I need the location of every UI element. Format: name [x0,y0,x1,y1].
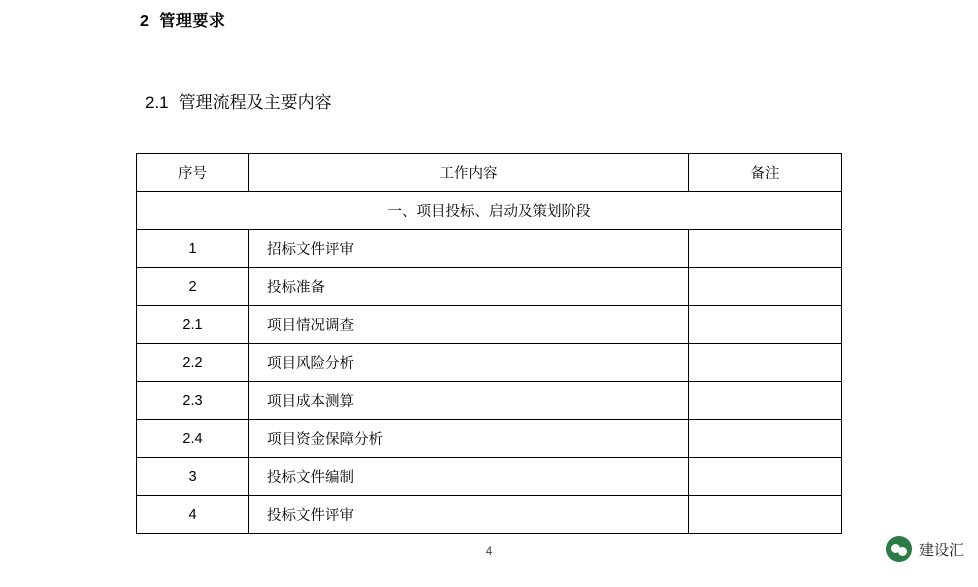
table-section-title: 一、项目投标、启动及策划阶段 [137,192,842,230]
row-no: 2.1 [137,306,249,344]
section-heading-1 [140,8,225,31]
table-row [137,382,842,420]
table-row [137,496,842,534]
table-row [137,268,842,306]
table-header-no: 序号 [137,154,249,192]
management-process-table [136,153,842,534]
row-content: 项目成本测算 [249,382,689,420]
row-content: 投标文件编制 [249,458,689,496]
table-row [137,458,842,496]
section-heading-2 [145,88,332,113]
row-content: 招标文件评审 [249,230,689,268]
table-row [137,344,842,382]
section-heading-1-number: 2 [140,13,150,30]
row-remark [689,496,842,534]
row-remark [689,458,842,496]
table-header-row [137,154,842,192]
brand-logo-icon [886,536,912,562]
row-content: 项目风险分析 [249,344,689,382]
table-row [137,306,842,344]
row-no: 2 [137,268,249,306]
table-row [137,230,842,268]
row-content: 投标准备 [249,268,689,306]
row-remark [689,382,842,420]
watermark-label: 建设汇 [918,541,964,559]
section-heading-2-text: 管理流程及主要内容 [178,93,332,112]
section-heading-2-number: 2.1 [145,93,169,112]
row-no: 2.2 [137,344,249,382]
row-remark [689,268,842,306]
watermark [886,536,964,562]
row-no: 3 [137,458,249,496]
row-no: 2.4 [137,420,249,458]
table-header-content: 工作内容 [249,154,689,192]
row-content: 投标文件评审 [249,496,689,534]
row-remark [689,344,842,382]
row-remark [689,420,842,458]
table-row [137,420,842,458]
table-header-remark: 备注 [689,154,842,192]
row-content: 项目资金保障分析 [249,420,689,458]
row-remark [689,306,842,344]
page-number: 4 [485,544,493,558]
section-heading-1-text: 管理要求 [159,13,226,30]
row-no: 2.3 [137,382,249,420]
row-content: 项目情况调查 [249,306,689,344]
row-no: 4 [137,496,249,534]
row-no: 1 [137,230,249,268]
row-remark [689,230,842,268]
table-section-row [137,192,842,230]
